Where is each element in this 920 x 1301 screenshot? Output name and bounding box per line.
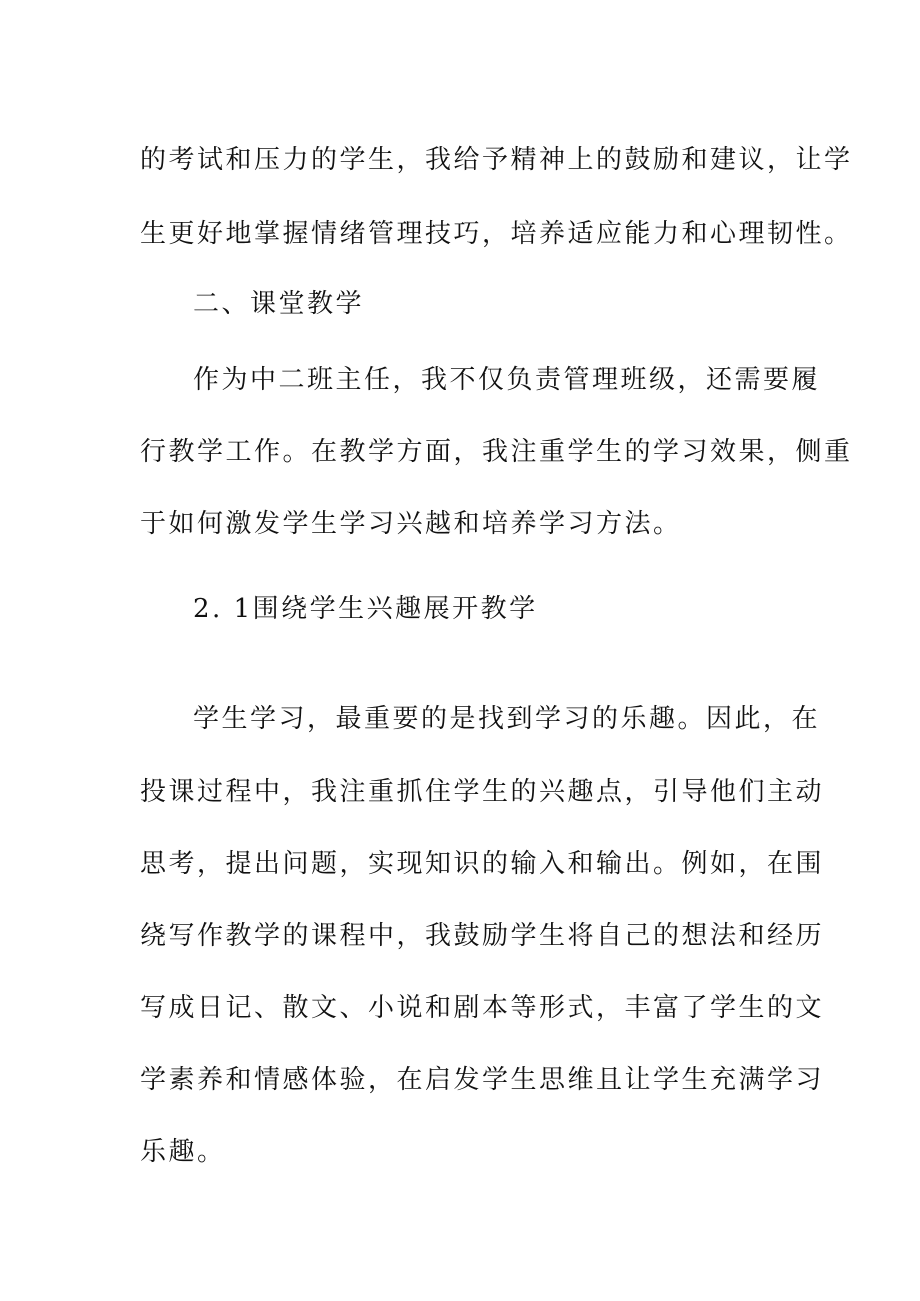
subsection-heading: 2. 1围绕学生兴趣展开教学 [193,594,538,624]
section-heading: 二、课堂教学 [193,289,365,319]
paragraph-line: 学素养和情感体验，在启发学生思维且让学生充满学习 [140,1065,825,1095]
paragraph-line: 写成日记、散文、小说和剧本等形式，丰富了学生的文 [140,993,825,1023]
paragraph-line: 绕写作教学的课程中，我鼓励学生将自己的想法和经历 [140,921,825,951]
paragraph-line: 学生学习，最重要的是找到学习的乐趣。因此，在 [193,704,821,734]
paragraph-line: 作为中二班主任，我不仅负责管理班级，还需要履 [193,365,821,395]
paragraph-line: 思考，提出问题，实现知识的输入和输出。例如，在围 [140,849,825,879]
paragraph-line: 乐趣。 [140,1137,226,1167]
paragraph-line: 行教学工作。在教学方面，我注重学生的学习效果，侧重 [140,437,853,467]
paragraph-line: 于如何激发学生学习兴越和培养学习方法。 [140,509,682,539]
paragraph-line: 的考试和压力的学生，我给予精神上的鼓励和建议，让学 [140,145,853,175]
paragraph-line: 投课过程中，我注重抓住学生的兴趣点，引导他们主动 [140,777,825,807]
paragraph-line: 生更好地掌握情绪管理技巧，培养适应能力和心理韧性。 [140,219,853,249]
